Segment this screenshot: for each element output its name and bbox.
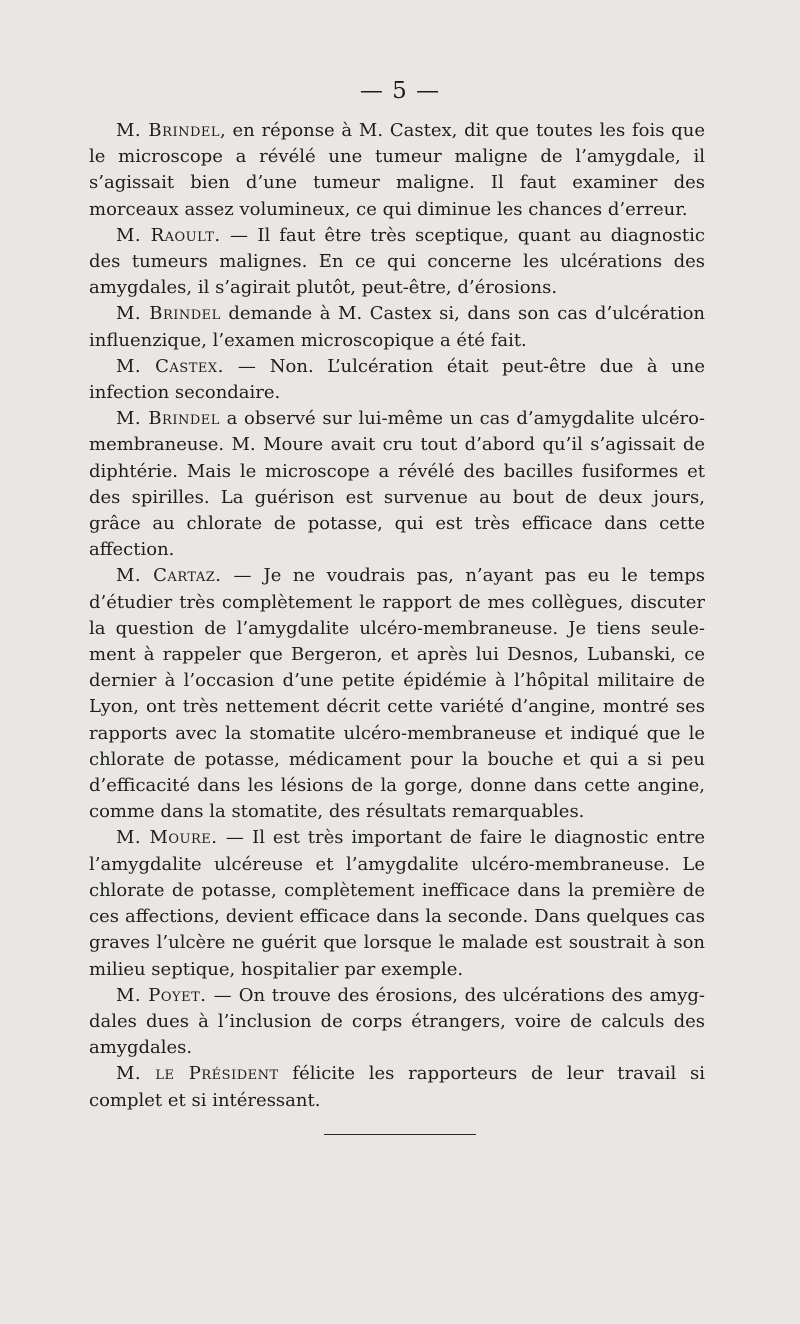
page-number: — 5 —	[359, 78, 441, 104]
paragraph-text: demande à M. Castex si, dans son cas d’ulcération influenzique, l’examen microscopique a été fait.	[89, 303, 706, 351]
paragraph-president	[89, 1061, 705, 1113]
speaker-name: M. Raoult. —	[116, 224, 249, 246]
paragraph-raoult	[89, 223, 705, 302]
paragraph-text: a observé sur lui-même un cas d’amygdalite ulcéro-membraneuse. M. Moure avait cru tout d’abord qu’il s’agissait de diphtérie. Mais le microscope a révélé des bacilles fusiformes et des spirilles. La guérison est survenue au bout de deux jours, grâce au chlorate de potasse, qui est très efficace dans cette affection.	[89, 408, 705, 561]
paragraph-castex	[89, 354, 705, 406]
speaker-name: M. le Président	[116, 1063, 279, 1085]
speaker-name: M. Brindel	[116, 120, 221, 141]
speaker-name: M. Castex. —	[116, 355, 257, 377]
paragraph-text: félicite les rapporteurs de leur travail si complet et si intéressant.	[89, 1063, 706, 1111]
paragraph-text: Il faut être très sceptique, quant au diagnostic des tumeurs malignes. En ce qui concerne les ulcérations des amygdales, il s’agirait plutôt, peut-être, d’érosions.	[89, 224, 705, 299]
paragraph-brindel-case	[89, 406, 705, 563]
paragraph-brindel-reply	[89, 118, 705, 223]
speaker-name: M. Brindel	[116, 303, 221, 325]
speaker-name: M. Brindel	[116, 408, 220, 430]
discussion-text	[89, 118, 705, 1114]
end-rule	[324, 1134, 476, 1135]
paragraph-cartaz	[89, 563, 705, 825]
paragraph-brindel-question	[89, 301, 705, 353]
paragraph-text: On trouve des érosions, des ulcérations des amygdales dues à l’inclusion de corps étrangers, voire de calculs des amygdales.	[89, 984, 705, 1059]
paragraph-poyet	[89, 983, 705, 1062]
speaker-name: M. Cartaz. —	[116, 565, 252, 587]
paragraph-moure	[89, 825, 705, 982]
speaker-name: M. Moure. —	[116, 827, 245, 849]
paragraph-text: Je ne voudrais pas, n’ayant pas eu le temps d’étudier très complètement le rapport de mes collègues, discuter la question de l’amygdalite ulcéro-membraneuse. Je tiens seulement à rappeler que Bergeron, et après lui Desnos, Lubanski, ce dernier à l’occasion d’une petite épidémie à l’hôpital militaire de Lyon, ont très nettement décrit cette variété d’angine, montré ses rapports avec la stomatite ulcéro-membraneuse et indiqué que le chlorate de potasse, médicament pour la bouche et qui a si peu d’efficacité dans les lésions de la gorge, donne dans cette angine, comme dans la stomatite, des résultats remarquables.	[89, 565, 705, 823]
speaker-name: M. Poyet. —	[116, 984, 233, 1006]
paragraph-text: Il est très important de faire le diagnostic entre l’amygdalite ulcéreuse et l’amygdalite ulcéro-membraneuse. Le chlorate de potasse, complètement inefficace dans la première de ces affections, devient efficace dans la seconde. Dans quelques cas graves l’ulcère ne guérit que lorsque le malade est soustrait à son milieu septique, hospitalier par exemple.	[89, 827, 706, 980]
paragraph-text: , en réponse à M. Castex, dit que toutes les fois que le microscope a révélé une tumeur maligne de l’amygdale, il s’agissait bien d’une tumeur maligne. Il faut examiner des morceaux assez volumineux, ce qui diminue les chances d’erreur.	[89, 120, 705, 220]
paragraph-text: Non. L’ulcération était peut-être due à une infection secondaire.	[89, 355, 705, 404]
